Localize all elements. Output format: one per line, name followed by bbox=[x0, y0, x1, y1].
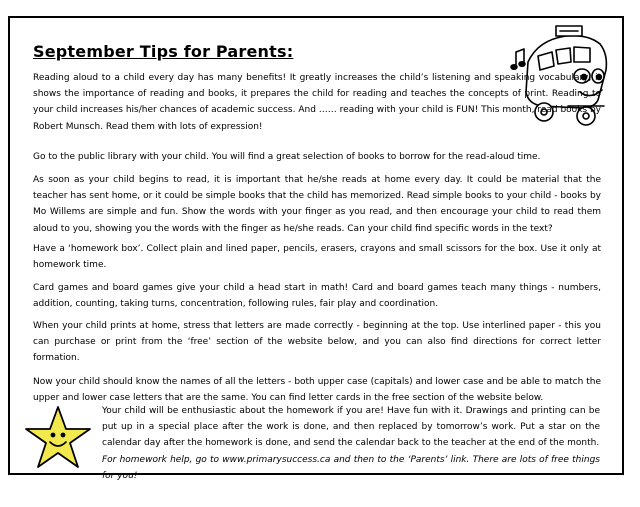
paragraph-read-at-home: As soon as your child begins to read, it is important that he/she reads at home every day. It could be material that the teacher has sent home, or it could be simple books that the child has memorized. Read simple books to your child - books by Mo Willems are simple and fun. Show the words with your finger as you read, and then encourage your child to read them aloud to you, showing you the words with the finger as he/she reads. Can your child find specific words in the text? bbox=[33, 175, 601, 234]
page-title: September Tips for Parents: bbox=[33, 42, 294, 61]
paragraph-letters: Now your child should know the names of all the letters - both upper case (capitals) and lower case and be able to match the upper and lower case letters that are the same. You can find letter cards in the free section of the website below. bbox=[33, 377, 601, 404]
paragraph-read-aloud: Reading aloud to a child every day has many benefits! It greatly increases the child’s listening and speaking vocabulary, it shows the importance of reading and books, it prepares the child for reading and teaches the concepts of print. Reading to your child increases his/her chances of academic success. And …… reading with your child is FUN! This month, read books by Robert Munsch. Read them with lots of expression! bbox=[33, 73, 601, 132]
paragraph-printing: When your child prints at home, stress that letters are made correctly - beginning at the top. Use interlined paper - this you can purchase or print from the ‘free’ section of the website below, and you can also find directions for correct letter formation. bbox=[33, 321, 601, 364]
paragraph-enthusiasm: Your child will be enthusiastic about the homework if you are! Have fun with it. Drawings and printing can be put up in a special place after the work is done, and then replaced by tomorrow’s work. Put a star on the calendar day after the homework is done, and send the calendar back to the teacher at the end of the month. bbox=[102, 406, 600, 449]
smiling-star-icon bbox=[22, 403, 94, 475]
homework-help-note: For homework help, go to www.primarysuccess.ca and then to the ‘Parents’ link. There are lots of free things for you! bbox=[102, 455, 600, 482]
paragraph-homework-box: Have a ‘homework box’. Collect plain and lined paper, pencils, erasers, crayons and small scissors for the box. Use it only at homework time. bbox=[33, 244, 601, 271]
paragraph-library: Go to the public library with your child. You will find a great selection of books to borrow for the read-aloud time. bbox=[33, 152, 541, 162]
paragraph-games: Card games and board games give your child a head start in math! Card and board games teach many things - numbers, addition, counting, taking turns, concentration, following rules, fair play and coordination. bbox=[33, 283, 601, 310]
